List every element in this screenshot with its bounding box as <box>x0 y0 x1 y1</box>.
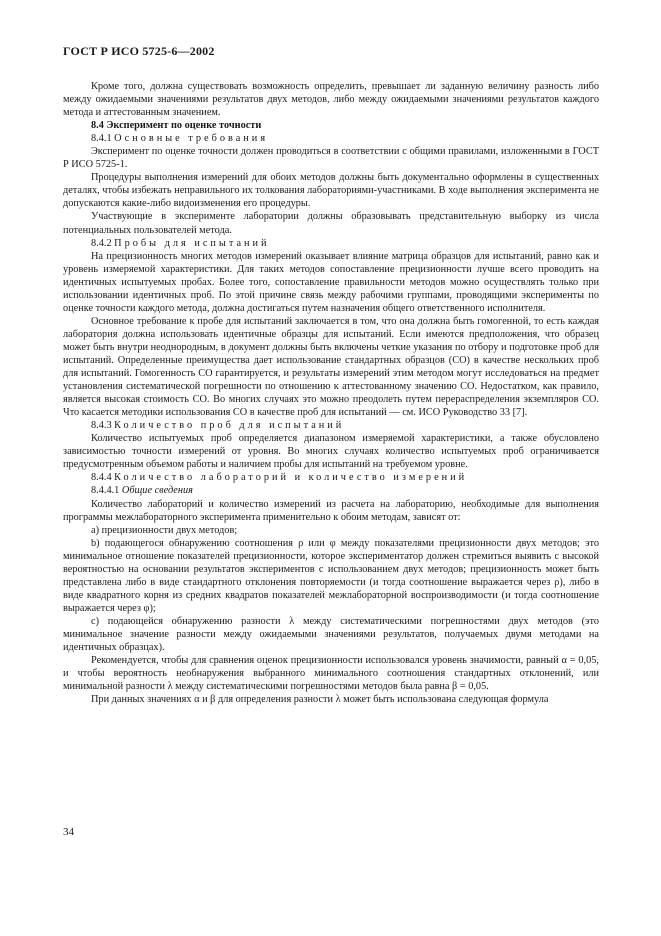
section-number: 8.4.2 <box>91 237 112 249</box>
section-heading-8-4-1 <box>63 132 599 145</box>
paragraph: Количество лабораторий и количество измерений из расчета на лабораторию, необходимые для выполнения программы межлабораторного эксперимента применительно к обоим методам, зависят от: <box>63 498 599 523</box>
section-title: Пробы для испытаний <box>114 237 270 249</box>
section-number: 8.4.4 <box>91 472 112 484</box>
section-heading-8-4-4 <box>63 471 599 484</box>
list-item-b: b) подающегося обнаружению соотношения ρ или φ между показателями прецизионности двух методов; это минимальное отношение показателей прецизионности, которое экспериментатор должен стремиться выявить с высокой вероятностью на основании результатов экспериментов с использованием двух методов; прецизионность может быть представлена либо в виде стандартного отклонения повторяемости (и тогда соотношение выражается через ρ), либо в виде квадратного корня из средних квадратов показателей межлабораторной воспроизводимости (и тогда соотношение выражается через φ); <box>63 537 599 614</box>
running-header: ГОСТ Р ИСО 5725-6—2002 <box>63 44 215 58</box>
section-number: 8.4.4.1 <box>91 485 120 497</box>
section-heading-8-4-4-1 <box>63 484 599 497</box>
paragraph: Эксперимент по оценке точности должен проводиться в соответствии с общими правилами, изложенными в ГОСТ Р ИСО 5725-1. <box>63 146 599 171</box>
paragraph: Рекомендуется, чтобы для сравнения оценок прецизионности использовался уровень значимости, равный α = 0,05, и чтобы вероятность необнаружения выбранного минимального соотношения стандартных отклонений, или минимальной разности λ между систематическими погрешностями методов была равна β = 0,05. <box>63 655 599 693</box>
list-item-a: a) прецизионности двух методов; <box>91 524 238 536</box>
paragraph: Процедуры выполнения измерений для обоих методов должны быть документально оформлены в существенных деталях, чтобы избежать неправильного их толкования лабораториями-участниками. В ходе выполнения эксперимента не допускаются какие-либо видоизменения его процедуры. <box>63 172 599 210</box>
section-title: Количество проб для испытаний <box>114 420 345 432</box>
section-title: Общие сведения <box>121 485 193 497</box>
page-body <box>63 80 599 706</box>
paragraph: Участвующие в эксперименте лаборатории должны образовывать представительную выборку из числа потенциальных пользователей метода. <box>63 211 599 236</box>
section-heading-8-4: 8.4 Эксперимент по оценке точности <box>91 120 262 132</box>
paragraph: Кроме того, должна существовать возможность определить, превышает ли заданную величину разность либо между ожидаемыми значениями результатов двух методов, либо между ожидаемыми значениями результатов каждого метода и аттестованным значением. <box>63 81 599 119</box>
section-number: 8.4.1 <box>91 133 112 145</box>
paragraph: При данных значениях α и β для определения разности λ может быть использована следующая формула <box>91 694 549 706</box>
list-item-c: c) подающейся обнаружению разности λ между систематическими погрешностями двух методов (это минимальное значение разности между ожидаемыми значениями результатов, получаемых двумя методами на идентичных образцах). <box>63 615 599 654</box>
section-title: Основные требования <box>114 133 269 145</box>
paragraph: Количество испытуемых проб определяется диапазоном измеряемой характеристики, а также обусловлено зависимостью точности измерений от уровня. Во многих случаях количество испытуемых проб ограничивается предусмотренным объемом работы и наличием пробы для испытаний на требуемом уровне. <box>63 433 599 471</box>
section-number: 8.4.3 <box>91 420 112 432</box>
section-heading-8-4-3 <box>63 419 599 432</box>
section-title: Количество лабораторий и количество измерений <box>114 472 468 484</box>
paragraph: Основное требование к пробе для испытаний заключается в том, что она должна быть гомогенной, то есть каждая лаборатория должна использовать идентичные образцы для испытаний. Если имеются предположения, что образец может быть внутри неоднородным, в документ должны быть включены четкие указания по отбору и подготовке проб для испытаний. Определенные преимущества дает использование стандартных образцов (СО) в качестве нескольких проб для испытаний. Гомогенность СО гарантируется, и результаты измерений этим методом могут исследоваться на предмет установления систематической погрешности по отношению к аттестованному значению СО. Недостатком, как правило, является высокая стоимость СО. Во многих случаях это можно преодолеть путем перераспределения экземпляров СО. Что касается методики использования СО в качестве проб для испытаний — см. ИСО Руководство 33 [7]. <box>63 315 599 419</box>
page-number: 34 <box>63 826 74 838</box>
paragraph: На прецизионность многих методов измерений оказывает влияние матрица образцов для испытаний, равно как и уровень измеряемой характеристики. Для таких методов сопоставление прецизионности лучше всего проводить на идентичных испытуемых пробах. Более того, сопоставление правильности методов можно осуществлять только при использовании идентичных проб. По этой причине связь между рабочими группами, проводящими эксперименты по оценке точности каждого метода, должна достигаться путем назначения общего ответственного исполнителя. <box>63 250 599 314</box>
section-heading-8-4-2 <box>63 237 599 250</box>
